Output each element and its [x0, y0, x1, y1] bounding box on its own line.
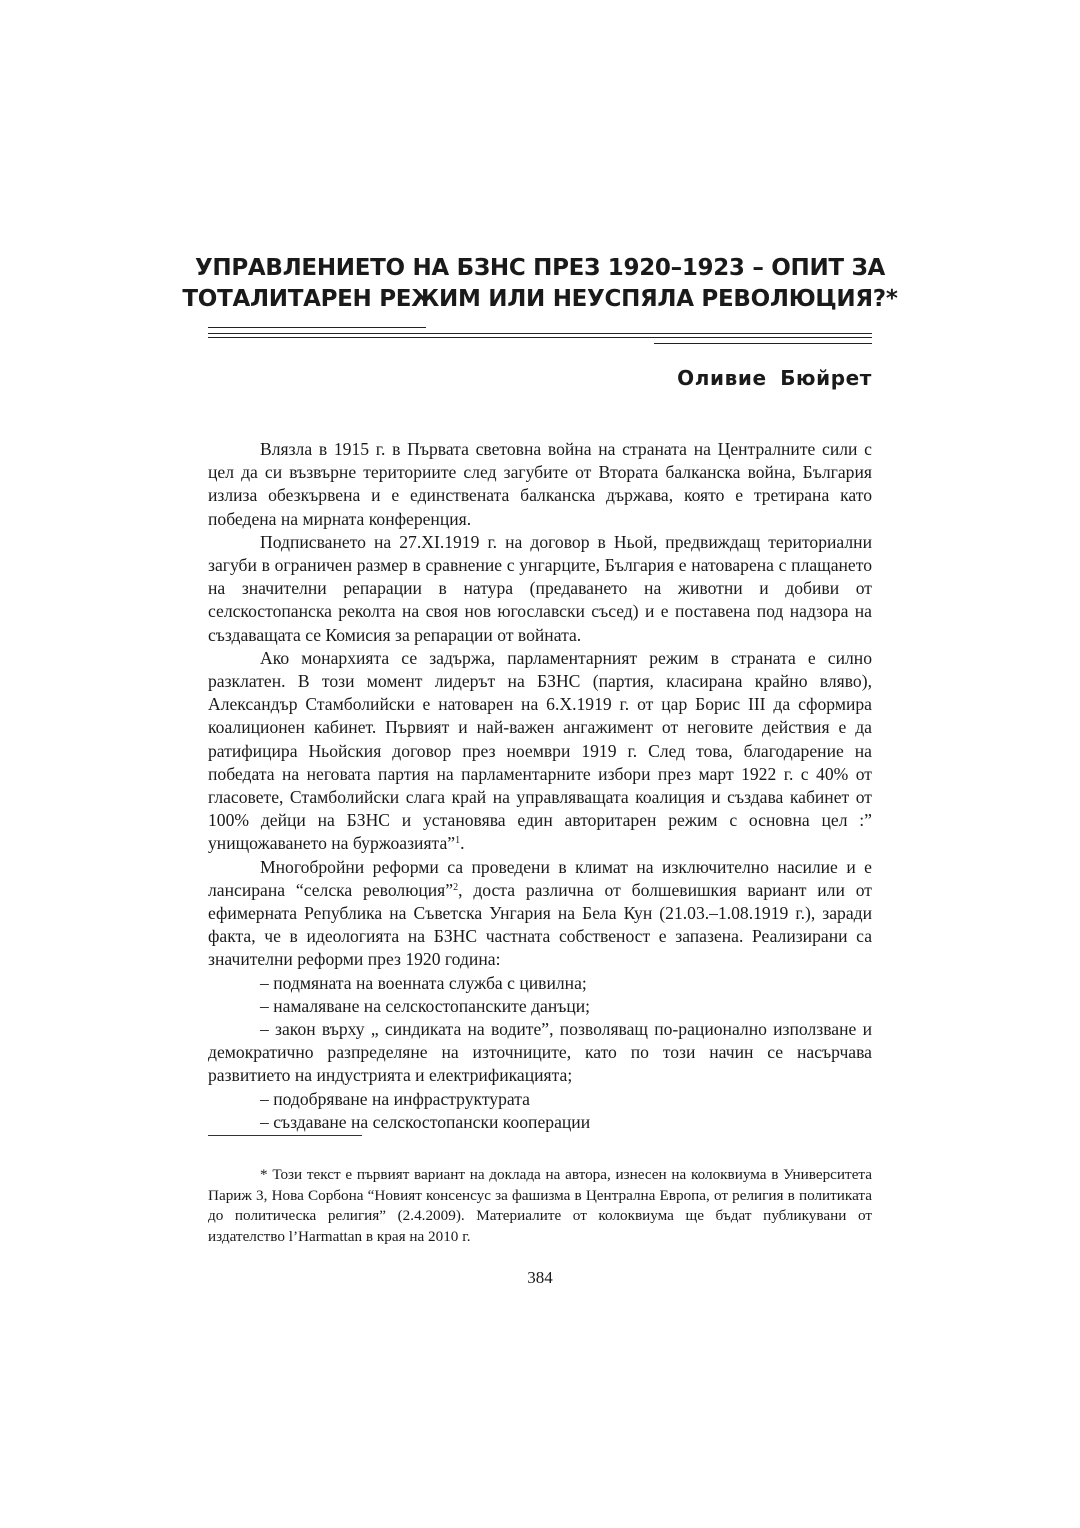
page-number: 384	[527, 1268, 553, 1287]
article-body	[208, 438, 872, 1134]
title-rule-full-1	[208, 333, 872, 334]
paragraph-3: Ако монархията се задържа, парламентарният режим в страната е силно разклатен. В този момент лидерът на БЗНС (партия, класирана крайно вляво), Александър Стамболийски е натоварен на 6.X.1919 г. от цар Борис III да сформира коалиционен кабинет. Първият и най-важен ангажимент от неговите действия е да ратифицира Ньойския договор през ноември 1919 г. След това, благодарение на победата на неговата партия на парламентарните избори през март 1922 г. с 40% от гласовете, Стамболийски слага край на управляващата коалиция и създава кабинет от 100% дейци на БЗНС и установява един авторитарен режим с основна цел :” унищожаването на буржоазията”$^1$.	[208, 647, 872, 854]
title-rule-left-top	[208, 327, 426, 328]
footnote-text: * Този текст е първият вариант на доклада на автора, изнесен на колоквиума в Университета Париж 3, Нова Сорбона “Новият консенсус за фашизма в Централна Европа, от религия в политиката до политическа религия” (2.4.2009). Материалите от колоквиума ще бъдат публикувани от издателство l’Harmattan в края на 2010 г.	[208, 1166, 872, 1245]
list-item: – подобряване на инфраструктурата	[260, 1088, 530, 1109]
paragraph-4: Многобройни реформи са проведени в климат на изключително насилие и е лансирана “селска революция”$^2$, доста различна от болшевишкия вариант или от ефимерната Република на Съветска Унгария на Бела Кун (21.03.–1.08.1919 г.), заради факта, че в идеологията на БЗНС частната собственост е запазена. Реализирани са значителни реформи през 1920 година:	[208, 856, 872, 970]
title-line-1: УПРАВЛЕНИЕТО НА БЗНС ПРЕЗ 1920–1923 – ОПИТ ЗА	[194, 255, 886, 281]
list-item: – закон върху „ синдиката на водите”, позволяващ по-рационално използване и демократично разпределяне на източниците, като по този начин се насърчава развитието на индустрията и електрификацията;	[208, 1019, 872, 1086]
article-title	[150, 253, 930, 315]
footnote-ref-2: 2	[453, 881, 459, 893]
title-rule-full-2	[208, 337, 872, 338]
paragraph-1: Влязла в 1915 г. в Първата световна война на страната на Централните сили с цел да си възвърне териториите след загубите от Втората балканска война, България излиза обезкървена и е единствената балканска държава, която е третирана като победена на мирната конференция.	[208, 439, 872, 529]
list-item: – подмяната на военната служба с цивилна;	[260, 972, 587, 993]
footnote	[208, 1165, 872, 1247]
footnote-ref-1: 1	[455, 835, 461, 847]
title-line-2: ТОТАЛИТАРЕН РЕЖИМ ИЛИ НЕУСПЯЛА РЕВОЛЮЦИЯ?*	[182, 286, 898, 312]
list-item: – създаване на селскостопански кооперации	[260, 1111, 591, 1132]
author-name: Оливие Бюйрет	[677, 366, 872, 390]
title-rule-right-bottom	[654, 343, 872, 344]
list-item: – намаляване на селскостопанските данъци;	[260, 995, 591, 1016]
footnote-separator	[208, 1135, 362, 1136]
paragraph-2: Подписването на 27.XI.1919 г. на договор в Ньой, предвиждащ териториални загуби в ограничен размер в сравнение с унгарците, България е натоварена с плащането на значителни репарации в натура (предаването на животни и добиви от селскостопанска реколта на своя нов югославски съсед) и е поставена под надзора на създаващата се Комисия за репарации от войната.	[208, 531, 872, 645]
